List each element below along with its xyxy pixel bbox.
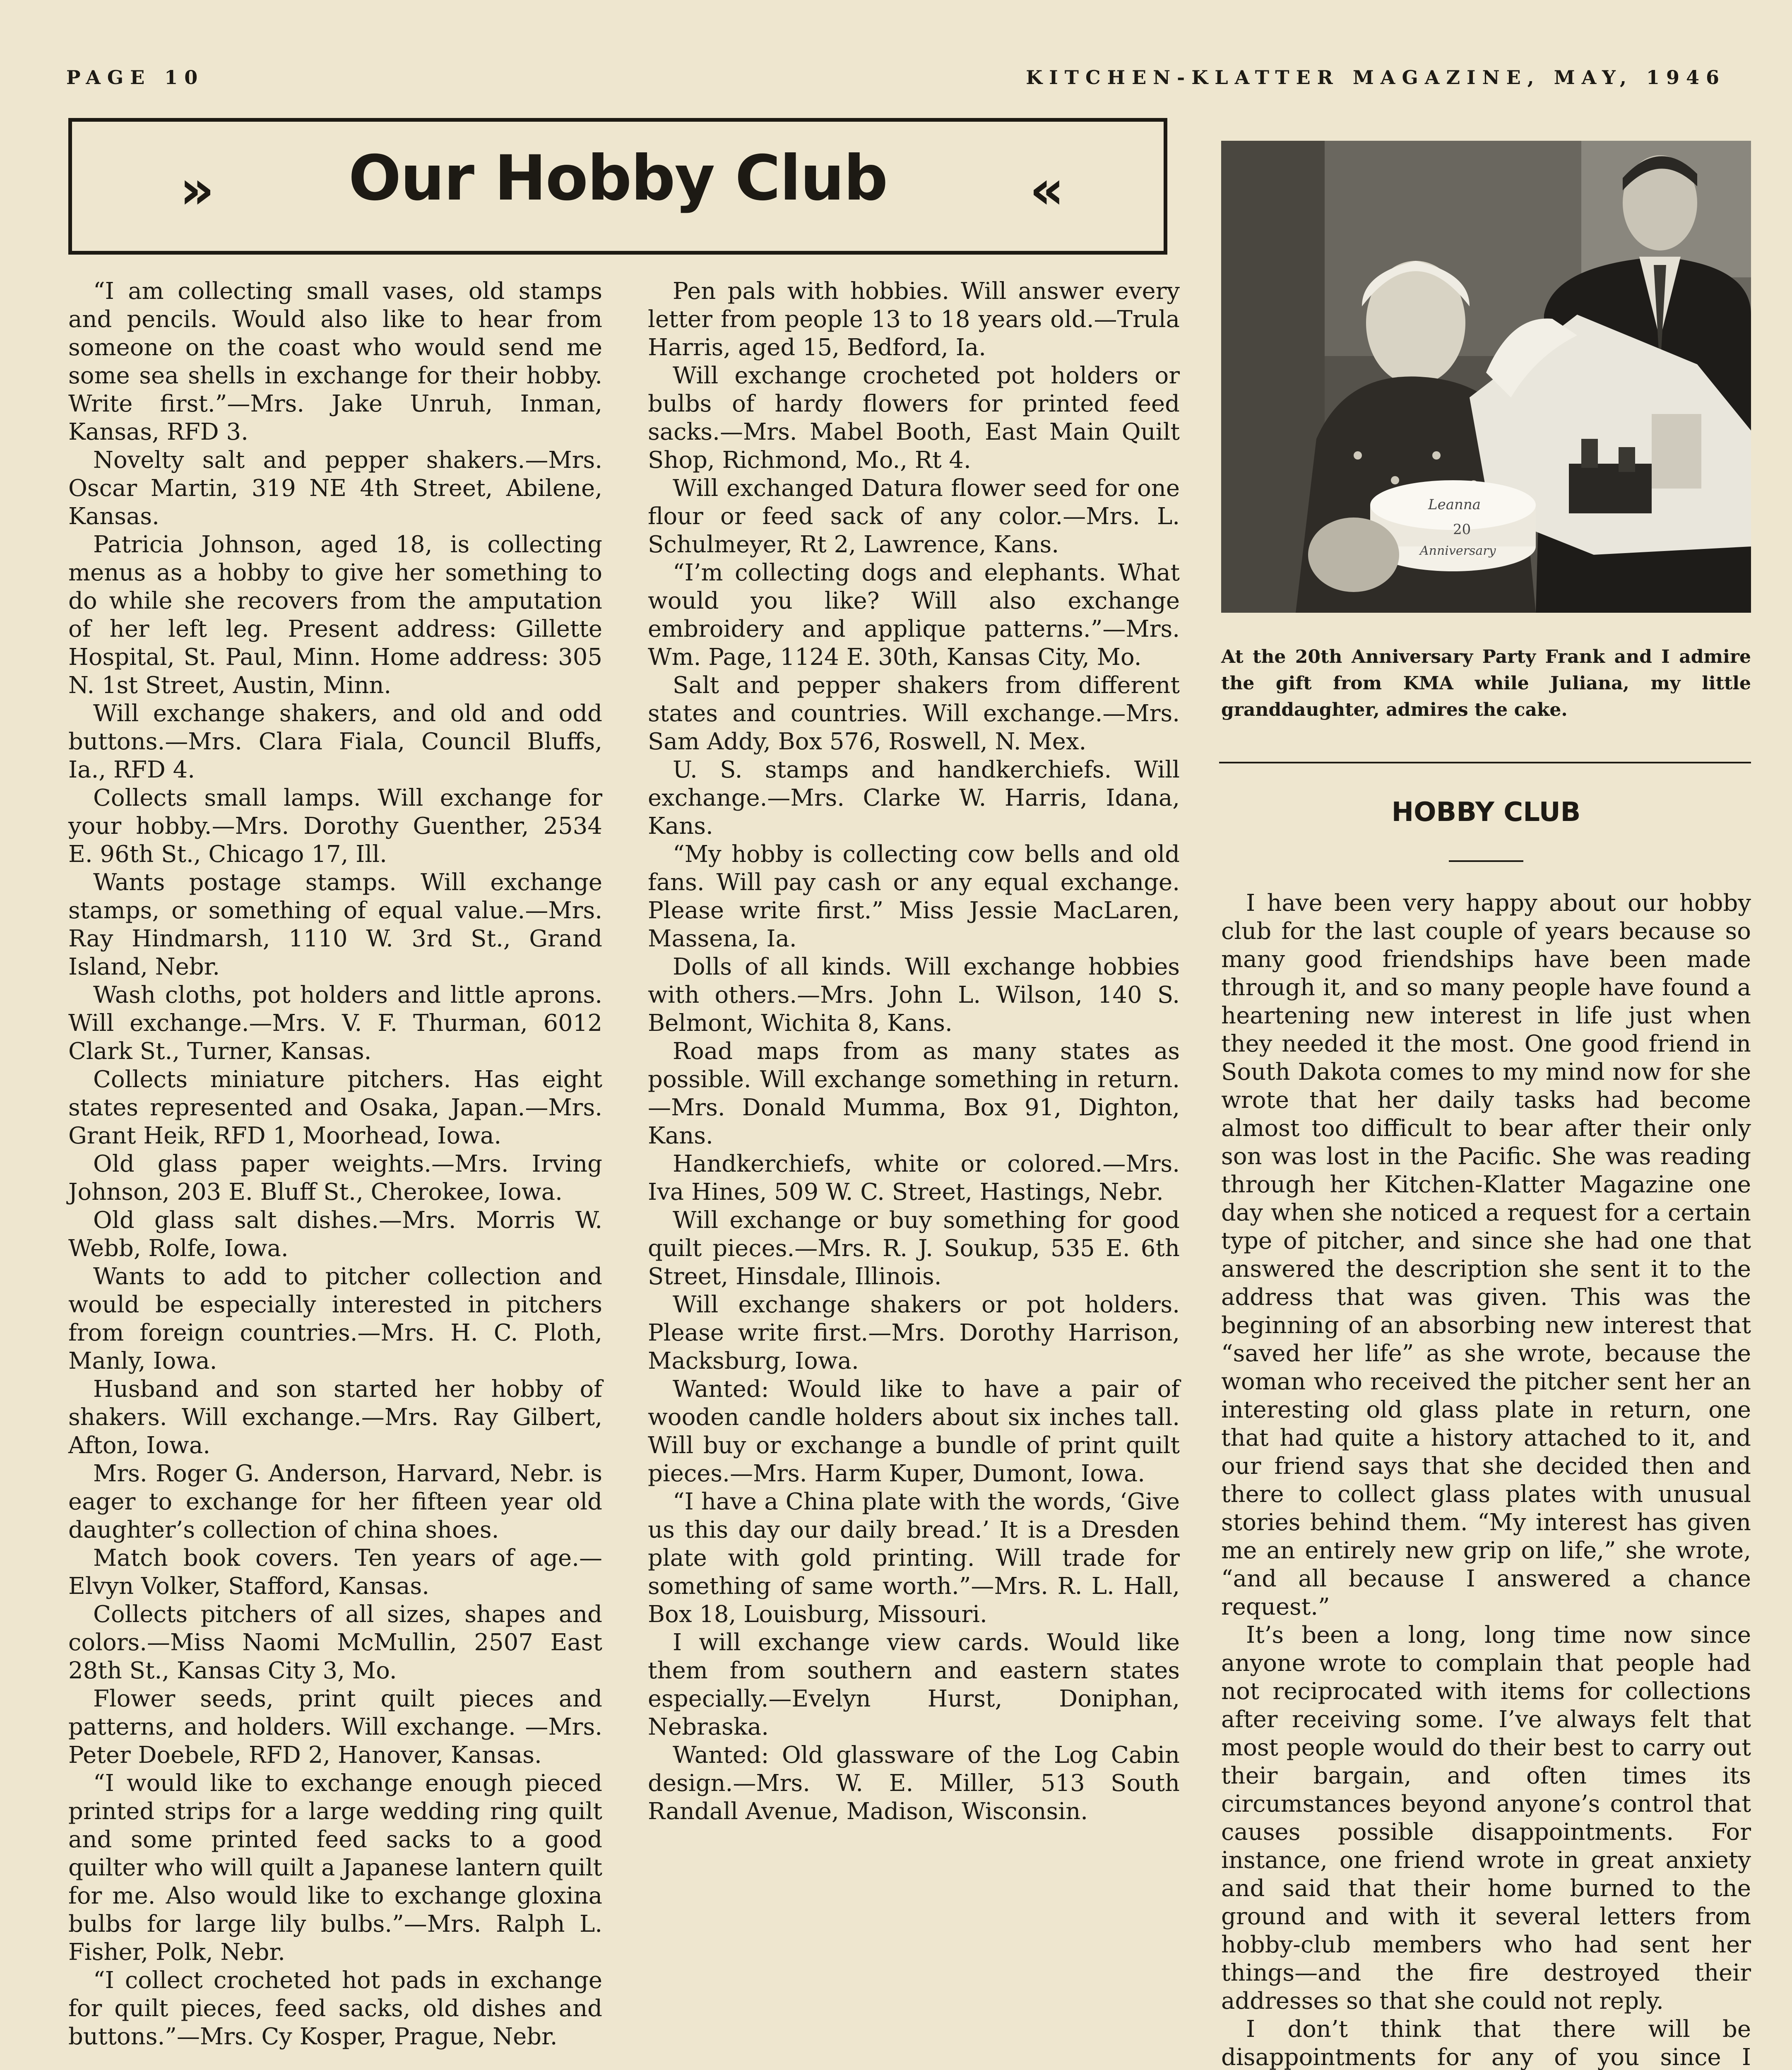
list-item: Old glass salt dishes.—Mrs. Morris W. Webb, Rolfe, Iowa. (68, 1207, 602, 1262)
list-item: Collects pitchers of all sizes, shapes and colors.—Miss Naomi McMullin, 2507 East 28th St., Kansas City 3, Mo. (68, 1601, 602, 1684)
paragraph: I have been very happy about our hobby club for the last couple of years because so many good friendships have been made through it, and so many people have found a heartening new interest in life just when they needed it the most. One good friend in South Dakota comes to my mind now for she wrote that her daily tasks had become almost too difficult to bear after their only son was lost in the Pacific. She was reading through her Kitchen-Klatter Magazine one day when she noticed a request for a certain type of pitcher, and since she had one that answered the description she sent it to the address that was given. This was the beginning of an absorbing new interest that “saved her life” as she wrote, because the woman who received the pitcher sent her an interesting old glass plate in return, one that had quite a history attached to it, and our friend says that she decided then and there to collect glass plates with unusual stories behind them. “My interest has given me an entirely new grip on life,” she wrote, “and all because I answered a chance request.” (1221, 890, 1751, 1620)
list-item: Mrs. Roger G. Anderson, Harvard, Nebr. is eager to exchange for her fifteen year old daughter’s collection of china shoes. (68, 1460, 602, 1543)
section-heading: HOBBY CLUB (1391, 797, 1581, 828)
divider (1449, 860, 1523, 862)
list-item: Wanted: Would like to have a pair of wooden candle holders about six inches tall. Will buy or exchange a bundle of print quilt pieces.—Mrs. Harm Kuper, Dumont, Iowa. (648, 1376, 1180, 1487)
running-header (66, 66, 1726, 91)
list-item: “I’m collecting dogs and elephants. What would you like? Will also exchange embroidery and applique patterns.”—Mrs. Wm. Page, 1124 E. 30th, Kansas City, Mo. (648, 559, 1180, 671)
magazine-title: KITCHEN-KLATTER MAGAZINE, MAY, 1946 (1026, 66, 1726, 89)
cake-text: Leanna (1428, 496, 1481, 513)
cake-text: Anniversary (1420, 544, 1496, 558)
photo-illustration (1221, 141, 1751, 613)
list-item: “I am collecting small vases, old stamps and pencils. Would also like to hear from someone on the coast who would send me some sea shells in exchange for their hobby. Write first.”—Mrs. Jake Unruh, Inman, Kansas, RFD 3. (68, 278, 602, 445)
page-number: PAGE 10 (66, 66, 204, 89)
list-item: Wanted: Old glassware of the Log Cabin design.—Mrs. W. E. Miller, 513 South Randall Avenue, Madison, Wisconsin. (648, 1742, 1180, 1825)
paragraph: I don’t think that there will be disappointments for any of you since I (1221, 2016, 1751, 2070)
list-item: Wants to add to pitcher collection and would be especially interested in pitchers from foreign countries.—Mrs. H. C. Ploth, Manly, Iowa. (68, 1263, 602, 1374)
list-item: Husband and son started her hobby of shakers. Will exchange.—Mrs. Ray Gilbert, Afton, Iowa. (68, 1376, 602, 1459)
title-box (68, 118, 1167, 255)
list-item: “My hobby is collecting cow bells and old fans. Will pay cash or any equal exchange. Please write first.” Miss Jessie MacLaren, Massena, Ia. (648, 841, 1180, 952)
list-item: Wants postage stamps. Will exchange stamps, or something of equal value.—Mrs. Ray Hindmarsh, 1110 W. 3rd St., Grand Island, Nebr. (68, 869, 602, 980)
list-item: Handkerchiefs, white or colored.—Mrs. Iva Hines, 509 W. C. Street, Hastings, Nebr. (648, 1151, 1180, 1206)
list-item: Collects miniature pitchers. Has eight states represented and Osaka, Japan.—Mrs. Grant Heik, RFD 1, Moorhead, Iowa. (68, 1066, 602, 1149)
list-item: Will exchange crocheted pot holders or bulbs of hardy flowers for printed feed sacks.—Mrs. Mabel Booth, East Main Quilt Shop, Richmond, Mo., Rt 4. (648, 362, 1180, 474)
column-2 (648, 277, 1180, 1826)
divider (1219, 762, 1751, 763)
list-item: Will exchange shakers, and old and odd buttons.—Mrs. Clara Fiala, Council Bluffs, Ia., RFD 4. (68, 700, 602, 783)
list-item: Novelty salt and pepper shakers.—Mrs. Oscar Martin, 319 NE 4th Street, Abilene, Kansas. (68, 447, 602, 530)
list-item: I will exchange view cards. Would like them from southern and eastern states especially.—Evelyn Hurst, Doniphan, Nebraska. (648, 1629, 1180, 1740)
list-item: U. S. stamps and handkerchiefs. Will exchange.—Mrs. Clarke W. Harris, Idana, Kans. (648, 756, 1180, 840)
page-title: Our Hobby Club (348, 142, 888, 214)
right-guillemet: « (1029, 158, 1064, 221)
left-guillemet: » (180, 158, 214, 221)
list-item: “I would like to exchange enough pieced printed strips for a large wedding ring quilt and some printed feed sacks to a good quilter who will quilt a Japanese lantern quilt for me. Also would like to exchange gloxina bulbs for large lily bulbs.”—Mrs. Ralph L. Fisher, Polk, Nebr. (68, 1770, 602, 1966)
list-item: Patricia Johnson, aged 18, is collecting menus as a hobby to give her something to do while she recovers from the amputation of her left leg. Present address: Gillette Hospital, St. Paul, Minn. Home address: 305 N. 1st Street, Austin, Minn. (68, 531, 602, 699)
list-item: “I collect crocheted hot pads in exchange for quilt pieces, feed sacks, old dishes and buttons.”—Mrs. Cy Kosper, Prague, Nebr. (68, 1967, 602, 2050)
list-item: Flower seeds, print quilt pieces and patterns, and holders. Will exchange. —Mrs. Peter Doebele, RFD 2, Hanover, Kansas. (68, 1685, 602, 1769)
list-item: Wash cloths, pot holders and little aprons. Will exchange.—Mrs. V. F. Thurman, 6012 Clark St., Turner, Kansas. (68, 982, 602, 1065)
list-item: Road maps from as many states as possible. Will exchange something in return.—Mrs. Donald Mumma, Box 91, Dighton, Kans. (648, 1038, 1180, 1149)
list-item: Salt and pepper shakers from different states and countries. Will exchange.—Mrs. Sam Addy, Box 576, Roswell, N. Mex. (648, 672, 1180, 755)
list-item: Will exchanged Datura flower seed for one flour or feed sack of any color.—Mrs. L. Schulmeyer, Rt 2, Lawrence, Kans. (648, 475, 1180, 558)
paragraph: It’s been a long, long time now since anyone wrote to complain that people had not reciprocated with items for collections after receiving some. I’ve always felt that most people would do their best to carry out their bargain, and often times its circumstances beyond anyone’s control that causes possible disappointments. For instance, one friend wrote in great anxiety and said that their home burned to the ground and with it several letters from hobby-club members who had sent her things—and the fire destroyed their addresses so that she could not reply. (1221, 1622, 1751, 2015)
list-item: Match book covers. Ten years of age.—Elvyn Volker, Stafford, Kansas. (68, 1545, 602, 1600)
column-3 (1221, 889, 1751, 2070)
cake-text: 20 (1453, 521, 1471, 538)
list-item: Collects small lamps. Will exchange for your hobby.—Mrs. Dorothy Guenther, 2534 E. 96th St., Chicago 17, Ill. (68, 785, 602, 868)
list-item: Will exchange or buy something for good quilt pieces.—Mrs. R. J. Soukup, 535 E. 6th Street, Hinsdale, Illinois. (648, 1207, 1180, 1290)
column-1 (68, 277, 602, 2070)
list-item: Old glass paper weights.—Mrs. Irving Johnson, 203 E. Bluff St., Cherokee, Iowa. (68, 1151, 602, 1206)
photo-caption: At the 20th Anniversary Party Frank and I admire the gift from KMA while Juliana, my little granddaughter, admires the cake. (1221, 646, 1751, 720)
list-item: “I have a China plate with the words, ‘Give us this day our daily bread.’ It is a Dresden plate with gold printing. Will trade for something of same worth.”—Mrs. R. L. Hall, Box 18, Louisburg, Missouri. (648, 1488, 1180, 1628)
list-item: Will exchange shakers or pot holders. Please write first.—Mrs. Dorothy Harrison, Macksburg, Iowa. (648, 1291, 1180, 1374)
anniversary-photo (1221, 141, 1751, 613)
list-item: Pen pals with hobbies. Will answer every letter from people 13 to 18 years old.—Trula Harris, aged 15, Bedford, Ia. (648, 278, 1180, 361)
list-item: Dolls of all kinds. Will exchange hobbies with others.—Mrs. John L. Wilson, 140 S. Belmont, Wichita 8, Kans. (648, 953, 1180, 1037)
